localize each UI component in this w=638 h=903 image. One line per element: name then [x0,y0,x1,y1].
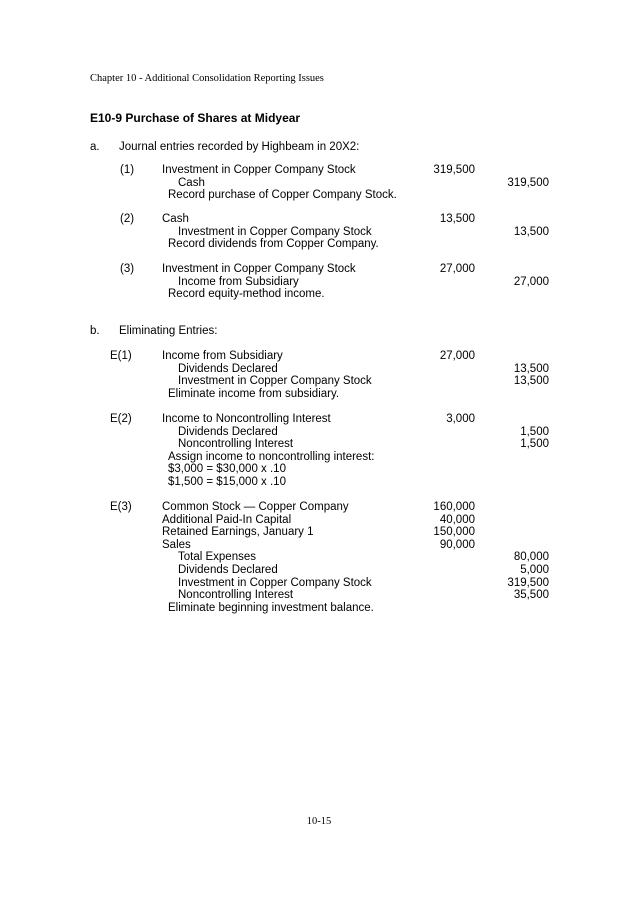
entry-explanation: Record equity-method income. [168,288,325,301]
entry-explanation: Assign income to noncontrolling interest: [168,450,375,463]
credit-amount: 27,000 [513,275,549,288]
debit-amount: 3,000 [446,413,475,425]
account-name: Investment in Copper Company Stock [178,375,372,388]
credit-amount: 13,500 [513,375,549,388]
part-a-letter: a. [90,141,100,153]
part-b-heading: Eliminating Entries: [119,325,218,337]
entry-explanation: $3,000 = $30,000 x .10 [168,463,286,476]
credit-amount: 5,000 [520,564,549,576]
account-name: Noncontrolling Interest [178,438,294,451]
debit-amount: 160,000 [433,501,475,513]
credit-amount: 319,500 [507,176,549,189]
debit-amount: 319,500 [433,164,475,176]
credit-amount: 1,500 [520,425,549,438]
entry-label: (1) [120,164,135,176]
account-name: Dividends Declared [178,564,278,576]
part-a-heading: Journal entries recorded by Highbeam in 20X2: [119,141,360,153]
entry-label: (2) [120,213,135,225]
debit-amount: 40,000 [439,513,475,526]
part-b-letter: b. [90,325,100,337]
account-name: Noncontrolling Interest [178,589,294,602]
account-name: Income to Noncontrolling Interest [162,413,331,425]
credit-amount: 35,500 [513,589,549,602]
account-name: Dividends Declared [178,362,278,375]
entry-label: E(2) [110,413,132,425]
account-name: Additional Paid-In Capital [162,513,292,526]
account-name: Investment in Copper Company Stock [178,576,372,589]
credit-amount: 1,500 [520,438,549,451]
account-name: Common Stock — Copper Company [162,501,349,513]
entry-explanation: Record dividends from Copper Company. [168,238,379,251]
credit-amount: 13,500 [513,225,549,238]
entry-explanation: Eliminate income from subsidiary. [168,387,340,400]
account-name: Retained Earnings, January 1 [162,526,314,539]
credit-amount: 13,500 [513,362,549,375]
account-name: Dividends Declared [178,425,278,438]
entry-label: (3) [120,263,135,275]
account-name: Cash [178,176,205,189]
account-name: Investment in Copper Company Stock [162,164,356,176]
account-name: Investment in Copper Company Stock [162,263,356,275]
account-name: Income from Subsidiary [178,275,299,288]
entry-label: E(1) [110,350,132,362]
entry-explanation: Record purchase of Copper Company Stock. [168,189,397,202]
account-name: Cash [162,213,189,225]
credit-amount: 80,000 [513,551,549,564]
debit-amount: 27,000 [439,263,475,275]
entry-label: E(3) [110,501,132,513]
account-name: Total Expenses [178,551,256,564]
page-title: E10-9 Purchase of Shares at Midyear [90,111,301,125]
page-number: 10-15 [306,816,332,827]
debit-amount: 13,500 [439,213,475,225]
account-name: Sales [162,538,191,551]
debit-amount: 90,000 [439,538,475,551]
account-name: Income from Subsidiary [162,350,283,362]
debit-amount: 27,000 [439,350,475,362]
entry-explanation: Eliminate beginning investment balance. [168,601,374,614]
entry-explanation: $1,500 = $15,000 x .10 [168,476,286,488]
credit-amount: 319,500 [507,576,549,589]
debit-amount: 150,000 [433,526,475,539]
page-header: Chapter 10 - Additional Consolidation Reporting Issues [90,73,324,84]
account-name: Investment in Copper Company Stock [178,225,372,238]
